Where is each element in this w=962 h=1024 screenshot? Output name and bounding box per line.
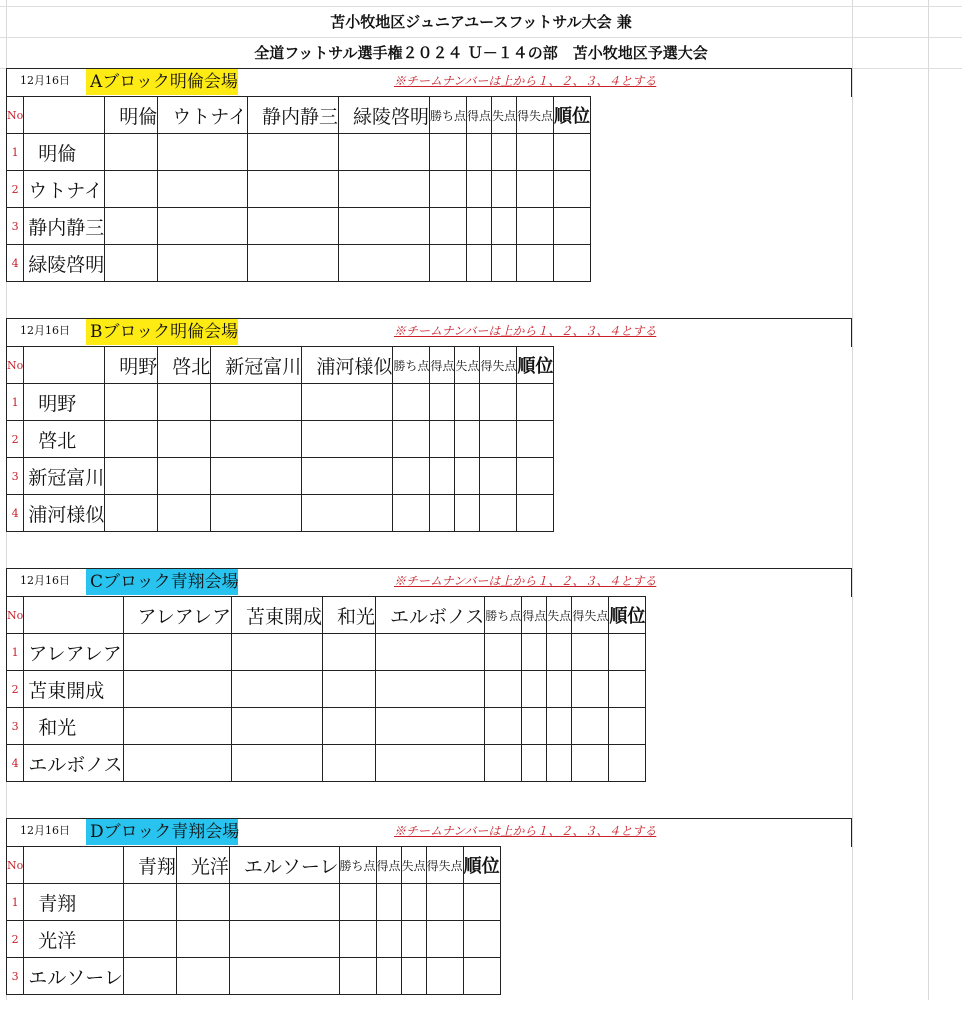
team-number: 1 — [7, 134, 24, 171]
result-cell — [393, 421, 430, 458]
team-name: 光洋 — [24, 921, 124, 958]
table-row — [7, 495, 554, 532]
result-cell — [158, 495, 211, 532]
result-cell — [554, 134, 591, 171]
team-number-note: ※チームナンバーは上から１、２、３、４とする — [394, 74, 657, 88]
result-cell — [517, 384, 554, 421]
result-cell — [485, 634, 522, 671]
team-number-note: ※チームナンバーは上から１、２、３、４とする — [394, 824, 657, 838]
result-cell — [430, 458, 455, 495]
opponent-header: ウトナイ — [158, 97, 248, 134]
table-row — [7, 634, 646, 671]
rank-header: 順位 — [463, 847, 500, 884]
result-cell — [547, 745, 572, 782]
result-cell — [426, 884, 463, 921]
result-cell — [247, 134, 338, 171]
result-cell — [480, 495, 517, 532]
result-cell — [429, 208, 466, 245]
goals-against-header: 失点 — [492, 97, 517, 134]
opponent-header: 青翔 — [123, 847, 176, 884]
result-cell — [323, 745, 376, 782]
team-number: 3 — [7, 958, 24, 995]
win-points-header: 勝ち点 — [429, 97, 466, 134]
result-cell — [522, 671, 547, 708]
team-name: エルボノス — [24, 745, 123, 782]
result-cell — [376, 671, 485, 708]
result-cell — [247, 208, 338, 245]
team-number: 4 — [7, 745, 24, 782]
result-cell — [302, 458, 393, 495]
result-cell — [247, 171, 338, 208]
result-cell — [176, 884, 229, 921]
opponent-header: 明倫 — [105, 97, 158, 134]
rank-header: 順位 — [517, 347, 554, 384]
opponent-header: 浦河様似 — [302, 347, 393, 384]
result-cell — [339, 884, 376, 921]
result-cell — [547, 671, 572, 708]
result-cell — [323, 708, 376, 745]
result-cell — [123, 958, 176, 995]
result-cell — [455, 384, 480, 421]
result-cell — [158, 245, 248, 282]
result-cell — [480, 384, 517, 421]
result-cell — [105, 458, 158, 495]
team-name: 緑陵啓明 — [24, 245, 105, 282]
result-cell — [158, 208, 248, 245]
result-cell — [554, 245, 591, 282]
page-subtitle: 全道フットサル選手権２０２４ Ｕ－１４の部 苫小牧地区予選大会 — [254, 44, 708, 62]
result-cell — [455, 495, 480, 532]
result-cell — [105, 134, 158, 171]
result-cell — [123, 708, 231, 745]
result-cell — [323, 634, 376, 671]
result-cell — [492, 134, 517, 171]
result-cell — [455, 421, 480, 458]
opponent-header: 新冠富川 — [211, 347, 302, 384]
team-number: 3 — [7, 708, 24, 745]
result-cell — [572, 634, 609, 671]
table-header-row — [7, 597, 646, 634]
team-name: 静内静三 — [24, 208, 105, 245]
result-cell — [492, 245, 517, 282]
block-date: 12月16日 — [20, 824, 70, 837]
block-label: Dブロック青翔会場 — [90, 822, 240, 842]
table-row — [7, 708, 646, 745]
rank-header: 順位 — [609, 597, 646, 634]
result-cell — [158, 421, 211, 458]
result-cell — [211, 495, 302, 532]
team-number: 4 — [7, 495, 24, 532]
team-name: 明野 — [24, 384, 105, 421]
result-cell — [376, 958, 401, 995]
result-cell — [302, 495, 393, 532]
standings-table — [6, 346, 554, 532]
result-cell — [231, 671, 322, 708]
table-row — [7, 884, 501, 921]
result-cell — [609, 634, 646, 671]
opponent-header: 明野 — [105, 347, 158, 384]
team-name: 浦河様似 — [24, 495, 105, 532]
win-points-header: 勝ち点 — [393, 347, 430, 384]
result-cell — [463, 884, 500, 921]
result-cell — [517, 245, 554, 282]
table-row — [7, 671, 646, 708]
result-cell — [426, 921, 463, 958]
result-cell — [338, 171, 429, 208]
result-cell — [123, 634, 231, 671]
result-cell — [467, 134, 492, 171]
result-cell — [547, 634, 572, 671]
result-cell — [105, 495, 158, 532]
result-cell — [429, 134, 466, 171]
result-cell — [302, 421, 393, 458]
result-cell — [376, 634, 485, 671]
opponent-header: 苫東開成 — [231, 597, 322, 634]
no-header: No — [7, 347, 24, 384]
table-row — [7, 245, 591, 282]
team-name: 和光 — [24, 708, 123, 745]
opponent-header: アレアレア — [123, 597, 231, 634]
opponent-header: 光洋 — [176, 847, 229, 884]
team-name: 明倫 — [24, 134, 105, 171]
result-cell — [572, 745, 609, 782]
result-cell — [467, 208, 492, 245]
result-cell — [517, 495, 554, 532]
table-row — [7, 208, 591, 245]
result-cell — [376, 921, 401, 958]
table-header-row — [7, 347, 554, 384]
result-cell — [105, 171, 158, 208]
team-number: 2 — [7, 171, 24, 208]
result-cell — [430, 421, 455, 458]
result-cell — [105, 421, 158, 458]
team-name: 新冠富川 — [24, 458, 105, 495]
result-cell — [455, 458, 480, 495]
team-name: アレアレア — [24, 634, 123, 671]
no-header: No — [7, 597, 24, 634]
result-cell — [229, 884, 339, 921]
result-cell — [231, 634, 322, 671]
no-header: No — [7, 97, 24, 134]
goals-against-header: 失点 — [401, 847, 426, 884]
result-cell — [393, 458, 430, 495]
result-cell — [485, 708, 522, 745]
result-cell — [176, 921, 229, 958]
result-cell — [376, 708, 485, 745]
result-cell — [572, 671, 609, 708]
goals-for-header: 得点 — [467, 97, 492, 134]
result-cell — [430, 495, 455, 532]
result-cell — [123, 745, 231, 782]
block-date: 12月16日 — [20, 574, 70, 587]
result-cell — [302, 384, 393, 421]
block-label: Bブロック明倫会場 — [90, 322, 239, 342]
team-name: ウトナイ — [24, 171, 105, 208]
no-header: No — [7, 847, 24, 884]
goals-for-header: 得点 — [522, 597, 547, 634]
result-cell — [376, 884, 401, 921]
table-header-row — [7, 97, 591, 134]
opponent-header: 啓北 — [158, 347, 211, 384]
result-cell — [339, 958, 376, 995]
result-cell — [522, 634, 547, 671]
goals-for-header: 得点 — [376, 847, 401, 884]
team-number: 3 — [7, 458, 24, 495]
result-cell — [123, 671, 231, 708]
result-cell — [522, 708, 547, 745]
result-cell — [231, 708, 322, 745]
result-cell — [467, 171, 492, 208]
block-label: Cブロック青翔会場 — [90, 572, 239, 592]
result-cell — [517, 208, 554, 245]
table-row — [7, 171, 591, 208]
opponent-header: 静内静三 — [247, 97, 338, 134]
team-number: 2 — [7, 921, 24, 958]
result-cell — [401, 884, 426, 921]
result-cell — [485, 671, 522, 708]
result-cell — [429, 171, 466, 208]
table-row — [7, 421, 554, 458]
result-cell — [609, 671, 646, 708]
result-cell — [231, 745, 322, 782]
result-cell — [485, 745, 522, 782]
goals-for-header: 得点 — [430, 347, 455, 384]
goal-diff-header: 得失点 — [517, 97, 554, 134]
opponent-header: 緑陵啓明 — [338, 97, 429, 134]
table-row — [7, 458, 554, 495]
table-row — [7, 958, 501, 995]
result-cell — [229, 921, 339, 958]
result-cell — [158, 171, 248, 208]
table-row — [7, 134, 591, 171]
result-cell — [401, 958, 426, 995]
rank-header: 順位 — [554, 97, 591, 134]
page-title: 苫小牧地区ジュニアユースフットサル大会 兼 — [330, 13, 632, 31]
goal-diff-header: 得失点 — [426, 847, 463, 884]
result-cell — [123, 884, 176, 921]
opponent-header: エルボノス — [376, 597, 485, 634]
result-cell — [480, 458, 517, 495]
team-number: 2 — [7, 671, 24, 708]
result-cell — [158, 458, 211, 495]
result-cell — [609, 745, 646, 782]
team-name: 青翔 — [24, 884, 124, 921]
result-cell — [158, 134, 248, 171]
win-points-header: 勝ち点 — [339, 847, 376, 884]
goals-against-header: 失点 — [455, 347, 480, 384]
team-name: エルソーレ — [24, 958, 124, 995]
standings-table — [6, 96, 591, 282]
team-number-note: ※チームナンバーは上から１、２、３、４とする — [394, 324, 657, 338]
table-row — [7, 921, 501, 958]
result-cell — [339, 921, 376, 958]
result-cell — [158, 384, 211, 421]
result-cell — [123, 921, 176, 958]
result-cell — [105, 384, 158, 421]
team-number-note: ※チームナンバーは上から１、２、３、４とする — [394, 574, 657, 588]
win-points-header: 勝ち点 — [485, 597, 522, 634]
result-cell — [517, 421, 554, 458]
table-header-row — [7, 847, 501, 884]
result-cell — [229, 958, 339, 995]
result-cell — [338, 208, 429, 245]
result-cell — [105, 245, 158, 282]
standings-table — [6, 846, 501, 995]
team-number: 2 — [7, 421, 24, 458]
team-name: 啓北 — [24, 421, 105, 458]
blank-header — [24, 347, 105, 384]
result-cell — [247, 245, 338, 282]
standings-table — [6, 596, 646, 782]
result-cell — [211, 421, 302, 458]
block-date: 12月16日 — [20, 74, 70, 87]
result-cell — [393, 384, 430, 421]
result-cell — [480, 421, 517, 458]
result-cell — [517, 458, 554, 495]
result-cell — [176, 958, 229, 995]
result-cell — [430, 384, 455, 421]
team-number: 1 — [7, 634, 24, 671]
goal-diff-header: 得失点 — [480, 347, 517, 384]
blank-header — [24, 597, 123, 634]
result-cell — [517, 134, 554, 171]
goals-against-header: 失点 — [547, 597, 572, 634]
result-cell — [426, 958, 463, 995]
result-cell — [463, 921, 500, 958]
result-cell — [554, 171, 591, 208]
result-cell — [211, 458, 302, 495]
result-cell — [492, 208, 517, 245]
result-cell — [401, 921, 426, 958]
team-number: 4 — [7, 245, 24, 282]
block-label: Aブロック明倫会場 — [90, 72, 238, 92]
result-cell — [609, 708, 646, 745]
blank-header — [24, 847, 124, 884]
result-cell — [211, 384, 302, 421]
team-number: 3 — [7, 208, 24, 245]
result-cell — [492, 171, 517, 208]
result-cell — [517, 171, 554, 208]
result-cell — [393, 495, 430, 532]
team-number: 1 — [7, 884, 24, 921]
result-cell — [547, 708, 572, 745]
result-cell — [522, 745, 547, 782]
result-cell — [338, 245, 429, 282]
team-number: 1 — [7, 384, 24, 421]
result-cell — [467, 245, 492, 282]
result-cell — [554, 208, 591, 245]
result-cell — [463, 958, 500, 995]
block-date: 12月16日 — [20, 324, 70, 337]
table-row — [7, 745, 646, 782]
opponent-header: 和光 — [323, 597, 376, 634]
goal-diff-header: 得失点 — [572, 597, 609, 634]
blank-header — [24, 97, 105, 134]
result-cell — [376, 745, 485, 782]
result-cell — [429, 245, 466, 282]
result-cell — [338, 134, 429, 171]
result-cell — [105, 208, 158, 245]
team-name: 苫東開成 — [24, 671, 123, 708]
table-row — [7, 384, 554, 421]
result-cell — [572, 708, 609, 745]
result-cell — [323, 671, 376, 708]
opponent-header: エルソーレ — [229, 847, 339, 884]
